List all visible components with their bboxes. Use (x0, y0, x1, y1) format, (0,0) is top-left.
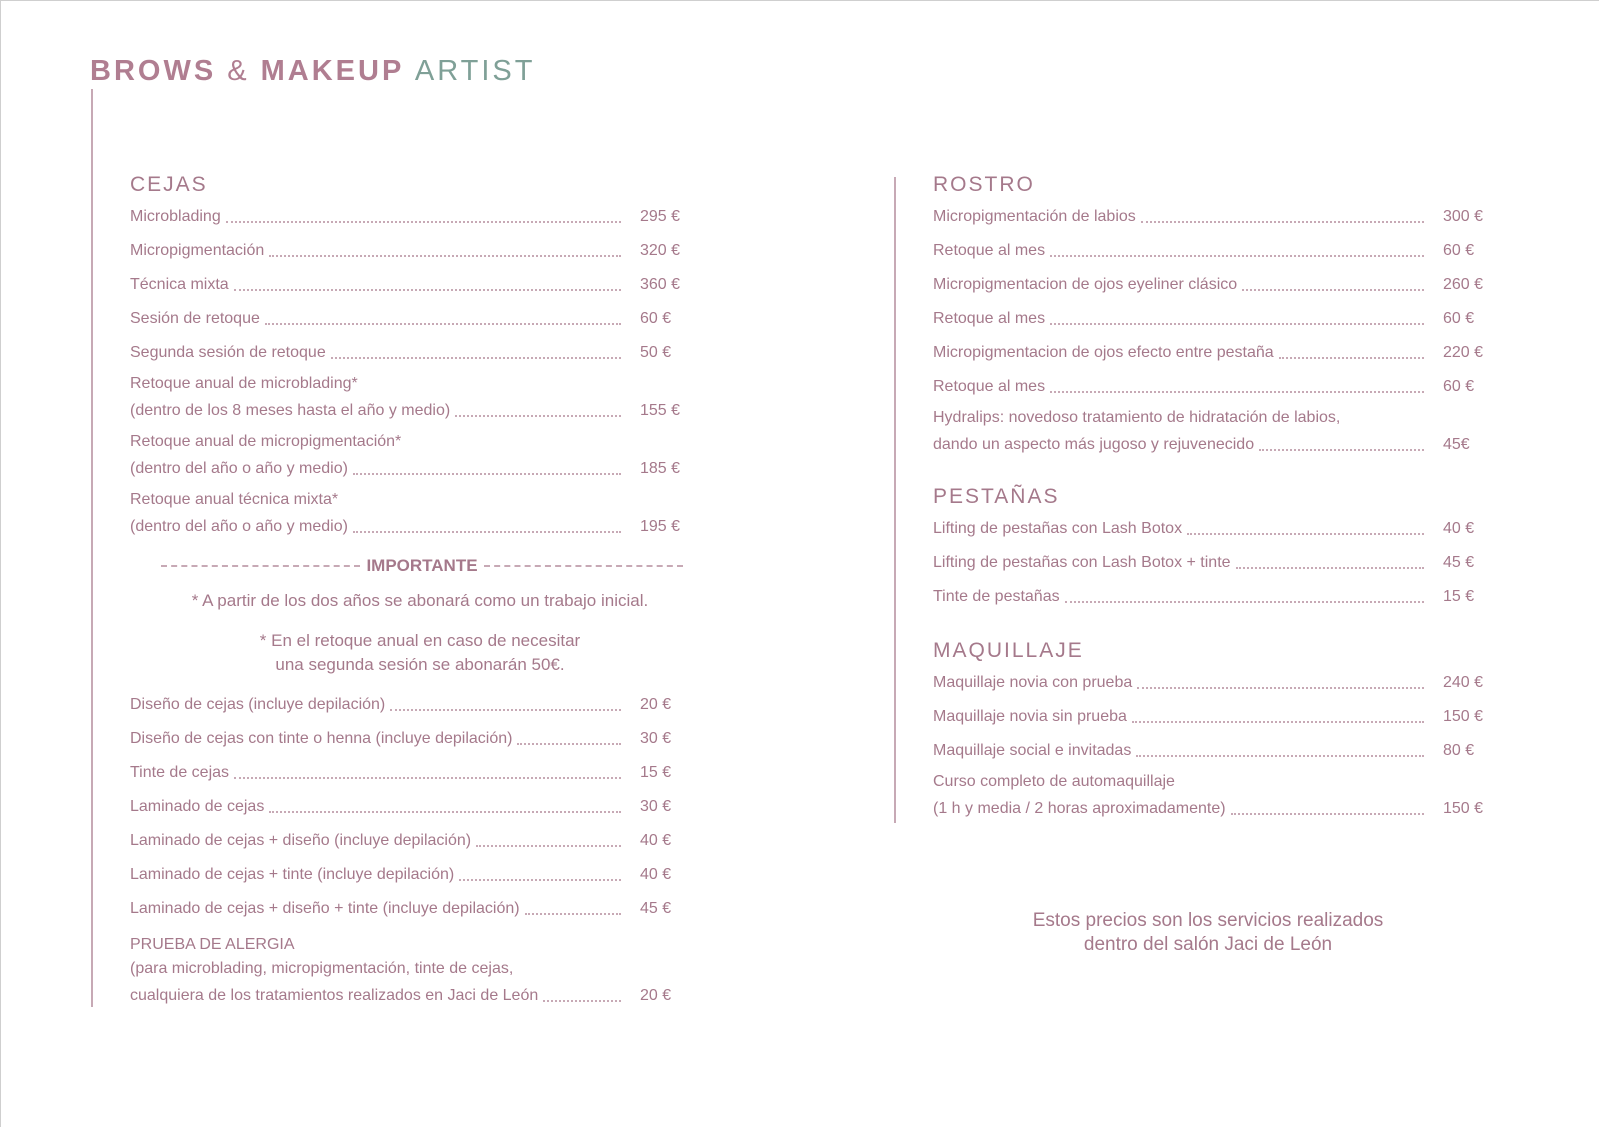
hydralips-line1: Hydralips: novedoso tratamiento de hidratación de labios, (933, 409, 1341, 426)
service-name-line1: Retoque anual de micropigmentación* (130, 433, 402, 450)
price-row (130, 693, 672, 717)
service-price: 50 € (640, 344, 672, 361)
dot-leader (353, 473, 621, 475)
service-price: 195 € (640, 518, 681, 535)
price-row (933, 273, 1484, 297)
important-note: * A partir de los dos años se abonará como un trabajo inicial. (191, 591, 649, 610)
dot-leader (543, 1000, 621, 1002)
service-price: 80 € (1443, 742, 1475, 759)
allergy-title: PRUEBA DE ALERGIA (130, 936, 295, 953)
dot-leader (455, 415, 621, 417)
dot-leader (1187, 533, 1424, 535)
important-note-line1: * En el retoque anual en caso de necesitar (259, 631, 581, 650)
dot-leader (1050, 391, 1424, 393)
price-row (933, 205, 1484, 229)
service-name-line1: Retoque anual técnica mixta* (130, 491, 339, 508)
service-price: 295 € (640, 208, 681, 225)
price-row (130, 307, 672, 331)
price-row (933, 797, 1484, 821)
service-price: 40 € (640, 832, 672, 849)
service-name: Diseño de cejas (incluye depilación) (130, 696, 386, 713)
dot-leader (265, 323, 621, 325)
service-price: 30 € (640, 798, 672, 815)
service-price: 60 € (1443, 378, 1475, 395)
price-row (130, 341, 672, 365)
service-name: Micropigmentacion de ojos eyeliner clásico (933, 276, 1238, 293)
service-price: 150 € (1443, 708, 1484, 725)
price-row (130, 399, 681, 423)
price-row (933, 551, 1475, 575)
dot-leader (269, 255, 621, 257)
service-name: Laminado de cejas (130, 798, 265, 815)
footer-note-line1: Estos precios son los servicios realizados (1032, 910, 1384, 931)
price-row (130, 727, 672, 751)
dot-leader (1132, 721, 1424, 723)
dot-leader (269, 811, 621, 813)
service-name: Micropigmentacion de ojos efecto entre pestaña (933, 344, 1274, 361)
price-row (130, 273, 681, 297)
brand-makeup: MAKEUP (260, 55, 404, 87)
service-price: 20 € (640, 987, 672, 1004)
service-price: 240 € (1443, 674, 1484, 691)
service-price: 220 € (1443, 344, 1484, 361)
dot-leader (459, 879, 621, 881)
price-row (933, 671, 1484, 695)
price-row (933, 307, 1475, 331)
service-price: 60 € (1443, 310, 1475, 327)
dot-leader (1231, 813, 1424, 815)
price-row (130, 795, 672, 819)
dot-leader (353, 531, 621, 533)
service-price: 30 € (640, 730, 672, 747)
dot-leader (525, 913, 621, 915)
service-name-line2: (dentro del año o año y medio) (130, 460, 348, 477)
price-row (933, 705, 1484, 729)
dot-leader (390, 709, 621, 711)
service-name: Laminado de cejas + diseño (incluye depilación) (130, 832, 472, 849)
service-name: Lifting de pestañas con Lash Botox (933, 520, 1183, 537)
price-row (933, 517, 1475, 541)
dot-leader (1279, 357, 1424, 359)
service-price: 15 € (640, 764, 672, 781)
dot-leader (1137, 687, 1424, 689)
dot-leader (1259, 449, 1424, 451)
center-divider (894, 177, 896, 823)
brand-title (90, 55, 535, 88)
dot-leader (1136, 755, 1424, 757)
service-name: Segunda sesión de retoque (130, 344, 326, 361)
dot-leader (1065, 601, 1424, 603)
service-price: 60 € (1443, 242, 1475, 259)
footer-note-line2: dentro del salón Jaci de León (1083, 934, 1333, 955)
dot-leader (234, 289, 621, 291)
left-divider (91, 89, 93, 1007)
allergy-line2: (para microblading, micropigmentación, tinte de cejas, (130, 960, 514, 977)
dot-leader (517, 743, 621, 745)
service-name: Técnica mixta (130, 276, 229, 293)
dot-leader (1141, 221, 1424, 223)
service-name-line1: Retoque anual de microblading* (130, 375, 358, 392)
section-title-cejas: CEJAS (130, 173, 208, 196)
price-row (130, 761, 672, 785)
service-name: Retoque al mes (933, 242, 1046, 259)
price-row (130, 829, 672, 853)
service-price: 45€ (1443, 436, 1470, 453)
section-title-maquillaje: MAQUILLAJE (933, 639, 1084, 662)
section-title-rostro: ROSTRO (933, 173, 1035, 196)
important-note-line2: una segunda sesión se abonarán 50€. (275, 655, 565, 674)
service-name: Microblading (130, 208, 221, 225)
price-row (933, 341, 1484, 365)
dot-leader (1050, 255, 1424, 257)
service-price: 150 € (1443, 800, 1484, 817)
dot-leader (331, 357, 621, 359)
service-price: 60 € (640, 310, 672, 327)
service-price: 300 € (1443, 208, 1484, 225)
dot-leader (1050, 323, 1424, 325)
course-line2: (1 h y media / 2 horas aproximadamente) (933, 800, 1226, 817)
allergy-line3: cualquiera de los tratamientos realizados en Jaci de León (130, 987, 539, 1004)
service-name: Lifting de pestañas con Lash Botox + tinte (933, 554, 1231, 571)
service-name-line2: (dentro del año o año y medio) (130, 518, 348, 535)
price-row (933, 585, 1475, 609)
price-row (130, 863, 672, 887)
dot-leader (1236, 567, 1424, 569)
service-price: 45 € (640, 900, 672, 917)
service-price: 185 € (640, 460, 681, 477)
service-name: Laminado de cejas + diseño + tinte (incluye depilación) (130, 900, 520, 917)
brand-ampersand: & (227, 55, 250, 87)
service-name: Tinte de cejas (130, 764, 230, 781)
service-name: Retoque al mes (933, 310, 1046, 327)
service-name: Maquillaje novia sin prueba (933, 708, 1127, 725)
service-name: Diseño de cejas con tinte o henna (incluye depilación) (130, 730, 513, 747)
dot-leader (226, 221, 621, 223)
service-name: Micropigmentación (130, 242, 265, 259)
brand-artist: ARTIST (414, 55, 536, 87)
service-price: 320 € (640, 242, 681, 259)
dot-leader (234, 777, 621, 779)
service-price: 40 € (1443, 520, 1475, 537)
course-line1: Curso completo de automaquillaje (933, 773, 1175, 790)
price-row (933, 239, 1475, 263)
service-price: 45 € (1443, 554, 1475, 571)
service-name: Retoque al mes (933, 378, 1046, 395)
service-price: 260 € (1443, 276, 1484, 293)
price-row (933, 433, 1470, 457)
service-name: Tinte de pestañas (933, 588, 1060, 605)
price-row (130, 897, 672, 921)
service-name: Maquillaje social e invitadas (933, 742, 1132, 759)
important-label: IMPORTANTE (366, 556, 478, 575)
dot-leader (1242, 289, 1424, 291)
service-price: 40 € (640, 866, 672, 883)
price-row (130, 239, 681, 263)
service-name: Micropigmentación de labios (933, 208, 1136, 225)
dashed-rule (161, 565, 360, 567)
brand-brows: BROWS (90, 55, 217, 87)
price-row (933, 375, 1475, 399)
service-name: Laminado de cejas + tinte (incluye depilación) (130, 866, 455, 883)
price-row (933, 739, 1475, 763)
service-price: 15 € (1443, 588, 1475, 605)
section-title-pestanas: PESTAÑAS (933, 485, 1060, 508)
service-price: 360 € (640, 276, 681, 293)
price-row (130, 515, 681, 539)
hydralips-line2: dando un aspecto más jugoso y rejuvenecido (933, 436, 1255, 453)
service-name: Maquillaje novia con prueba (933, 674, 1133, 691)
service-name: Sesión de retoque (130, 310, 260, 327)
important-separator (161, 556, 683, 576)
service-price: 20 € (640, 696, 672, 713)
price-row (130, 205, 681, 229)
price-row (130, 984, 672, 1008)
service-price: 155 € (640, 402, 681, 419)
service-name-line2: (dentro de los 8 meses hasta el año y medio) (130, 402, 451, 419)
dashed-rule (484, 565, 683, 567)
dot-leader (476, 845, 621, 847)
price-row (130, 457, 681, 481)
